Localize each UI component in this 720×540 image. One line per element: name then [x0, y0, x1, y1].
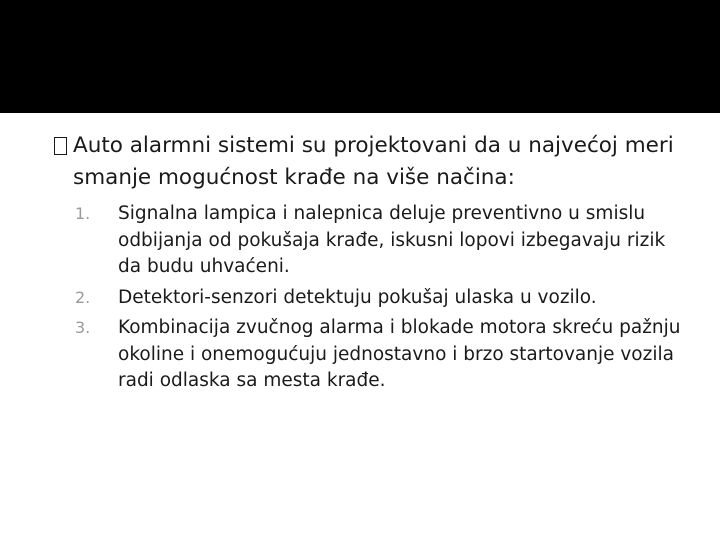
numbered-list [54, 201, 684, 395]
square-bullet-icon [54, 137, 67, 155]
list-item-text: Detektori-senzori detektuju pokušaj ulaska u vozilo. [118, 286, 597, 308]
slide-content [54, 130, 684, 399]
list-item [54, 315, 684, 395]
list-item-number: 2. [75, 287, 91, 307]
main-bullet-text: Auto alarmni sistemi su projektovani da u najvećoj meri smanje mogućnost krađe na više načina: [73, 133, 674, 190]
list-item-text: Kombinacija zvučnog alarma i blokade motora skreću pažnju okoline i onemogućuju jednostavno i brzo startovanje vozila radi odlaska sa mesta krađe. [118, 317, 681, 391]
list-item-number: 1. [75, 204, 91, 223]
list-item-text: Signalna lampica i nalepnica deluje preventivno u smislu odbijanja od pokušaja krađe, iskusni lopovi izbegavaju rizik da budu uhvaćeni. [118, 203, 666, 277]
title-band [0, 0, 720, 113]
main-bullet-point [54, 130, 684, 193]
list-item [54, 285, 684, 312]
list-item-number: 3. [75, 318, 91, 337]
list-item [54, 201, 684, 281]
